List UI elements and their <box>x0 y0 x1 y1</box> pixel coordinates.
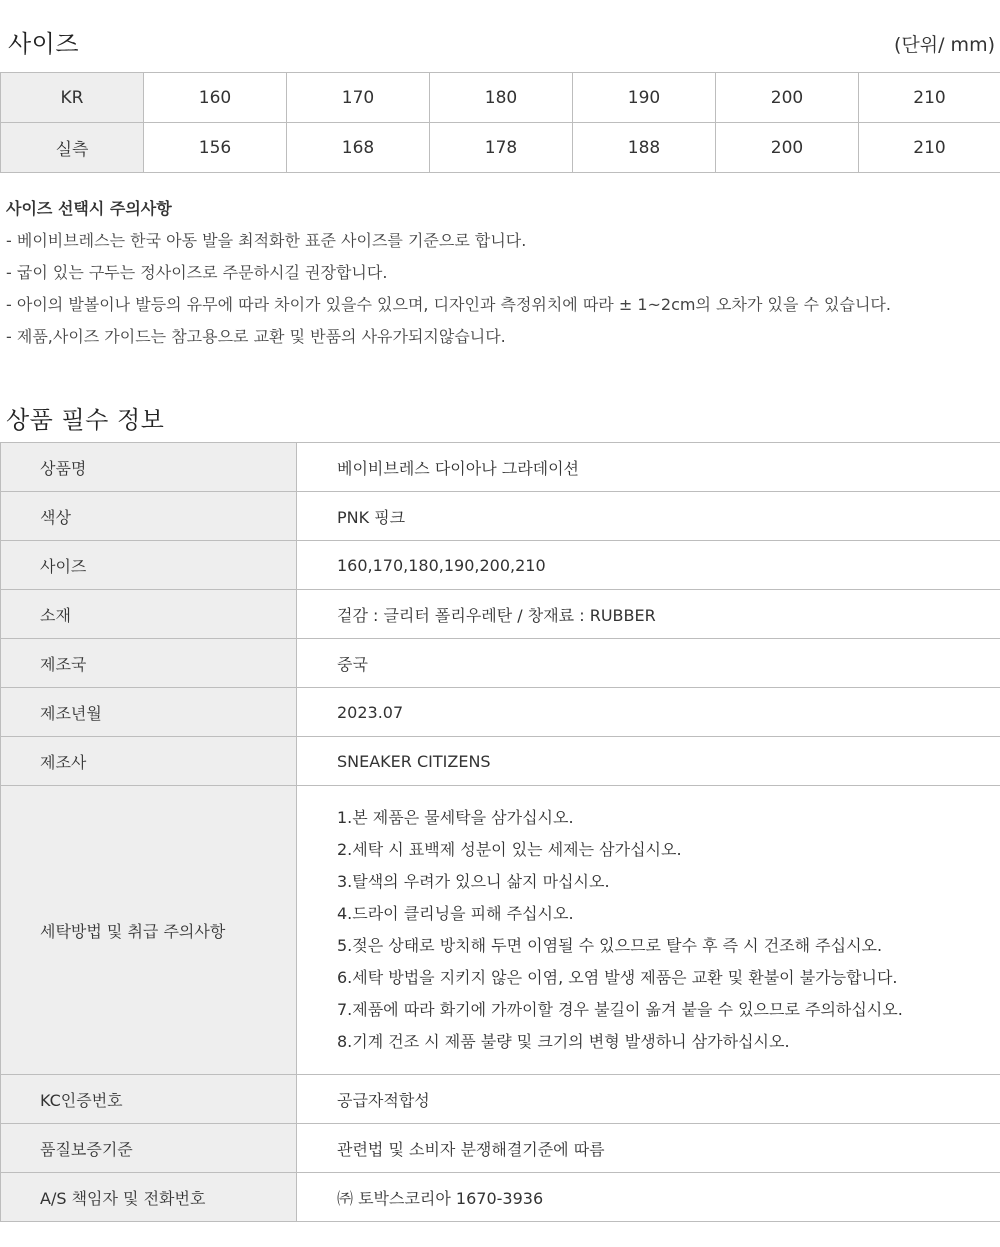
info-row-country <box>1 639 1000 688</box>
info-value: 2023.07 <box>297 688 1000 737</box>
size-header <box>0 0 1000 72</box>
info-row-manufacturer <box>1 737 1000 786</box>
size-notes <box>6 196 996 356</box>
info-row-color <box>1 492 1000 541</box>
info-value: 관련법 및 소비자 분쟁해결기준에 따름 <box>297 1124 1000 1173</box>
size-cell: 170 <box>287 73 430 123</box>
size-cell: 178 <box>430 123 573 173</box>
care-line: 5.젖은 상태로 방치해 두면 이염될 수 있으므로 탈수 후 즉 시 건조해 주십시오. <box>337 936 883 955</box>
care-line: 6.세탁 방법을 지키지 않은 이염, 오염 발생 제품은 교환 및 환불이 불가능합니다. <box>337 968 898 987</box>
size-table <box>0 72 1000 173</box>
info-value: SNEAKER CITIZENS <box>297 737 1000 786</box>
care-line: 1.본 제품은 물세탁을 삼가십시오. <box>337 808 574 827</box>
care-line: 3.탈색의 우려가 있으니 삶지 마십시오. <box>337 872 610 891</box>
care-line: 2.세탁 시 표백제 성분이 있는 세제는 삼가십시오. <box>337 840 682 859</box>
size-cell: 190 <box>573 73 716 123</box>
info-value: 베이비브레스 다이아나 그라데이션 <box>297 443 1000 492</box>
info-row-kc-cert <box>1 1075 1000 1124</box>
size-row-label: KR <box>1 73 144 123</box>
info-label: 상품명 <box>1 443 297 492</box>
info-label: 제조국 <box>1 639 297 688</box>
care-line: 4.드라이 클리닝을 피해 주십시오. <box>337 904 574 923</box>
info-value: 중국 <box>297 639 1000 688</box>
size-cell: 160 <box>144 73 287 123</box>
info-row-manufacture-date <box>1 688 1000 737</box>
info-row-warranty <box>1 1124 1000 1173</box>
size-cell: 210 <box>859 123 1000 173</box>
info-label: 사이즈 <box>1 541 297 590</box>
size-note-line: - 베이비브레스는 한국 아동 발을 최적화한 표준 사이즈를 기준으로 합니다. <box>6 231 527 250</box>
info-row-care <box>1 786 1000 1075</box>
care-line: 8.기계 건조 시 제품 불량 및 크기의 변형 발생하니 삼가하십시오. <box>337 1032 790 1051</box>
info-label: A/S 책임자 및 전화번호 <box>1 1173 297 1222</box>
size-cell: 156 <box>144 123 287 173</box>
info-value: 겉감 : 글리터 폴리우레탄 / 창재료 : RUBBER <box>297 590 1000 639</box>
size-row-label: 실측 <box>1 123 144 173</box>
info-label: 세탁방법 및 취급 주의사항 <box>1 786 297 1075</box>
info-row-as-contact <box>1 1173 1000 1222</box>
info-row-size <box>1 541 1000 590</box>
care-instructions <box>297 786 1000 1075</box>
size-cell: 180 <box>430 73 573 123</box>
info-label: 제조년월 <box>1 688 297 737</box>
product-info-title: 상품 필수 정보 <box>6 406 165 434</box>
size-section-title: 사이즈 <box>8 30 80 58</box>
size-row-kr <box>1 73 1000 123</box>
info-value: ㈜ 토박스코리아 1670-3936 <box>297 1173 1000 1222</box>
info-label: 색상 <box>1 492 297 541</box>
size-note-line: - 아이의 발볼이나 발등의 유무에 따라 차이가 있을수 있으며, 디자인과 측정위치에 따라 ± 1~2cm의 오차가 있을 수 있습니다. <box>6 295 891 314</box>
info-label: 품질보증기준 <box>1 1124 297 1173</box>
product-info-table <box>0 442 1000 1222</box>
size-unit-label: (단위/ mm) <box>894 34 995 56</box>
info-label: 제조사 <box>1 737 297 786</box>
size-cell: 200 <box>716 123 859 173</box>
size-note-line: - 굽이 있는 구두는 정사이즈로 주문하시길 권장합니다. <box>6 263 388 282</box>
info-value: 160,170,180,190,200,210 <box>297 541 1000 590</box>
size-notes-title: 사이즈 선택시 주의사항 <box>6 199 172 218</box>
size-cell: 210 <box>859 73 1000 123</box>
size-row-actual <box>1 123 1000 173</box>
info-row-product-name <box>1 443 1000 492</box>
info-row-material <box>1 590 1000 639</box>
care-line: 7.제품에 따라 화기에 가까이할 경우 불길이 옮겨 붙을 수 있으므로 주의하십시오. <box>337 1000 903 1019</box>
info-label: 소재 <box>1 590 297 639</box>
info-label: KC인증번호 <box>1 1075 297 1124</box>
info-value: 공급자적합성 <box>297 1075 1000 1124</box>
size-cell: 168 <box>287 123 430 173</box>
size-cell: 200 <box>716 73 859 123</box>
size-note-line: - 제품,사이즈 가이드는 참고용으로 교환 및 반품의 사유가되지않습니다. <box>6 327 506 346</box>
size-cell: 188 <box>573 123 716 173</box>
info-value: PNK 핑크 <box>297 492 1000 541</box>
